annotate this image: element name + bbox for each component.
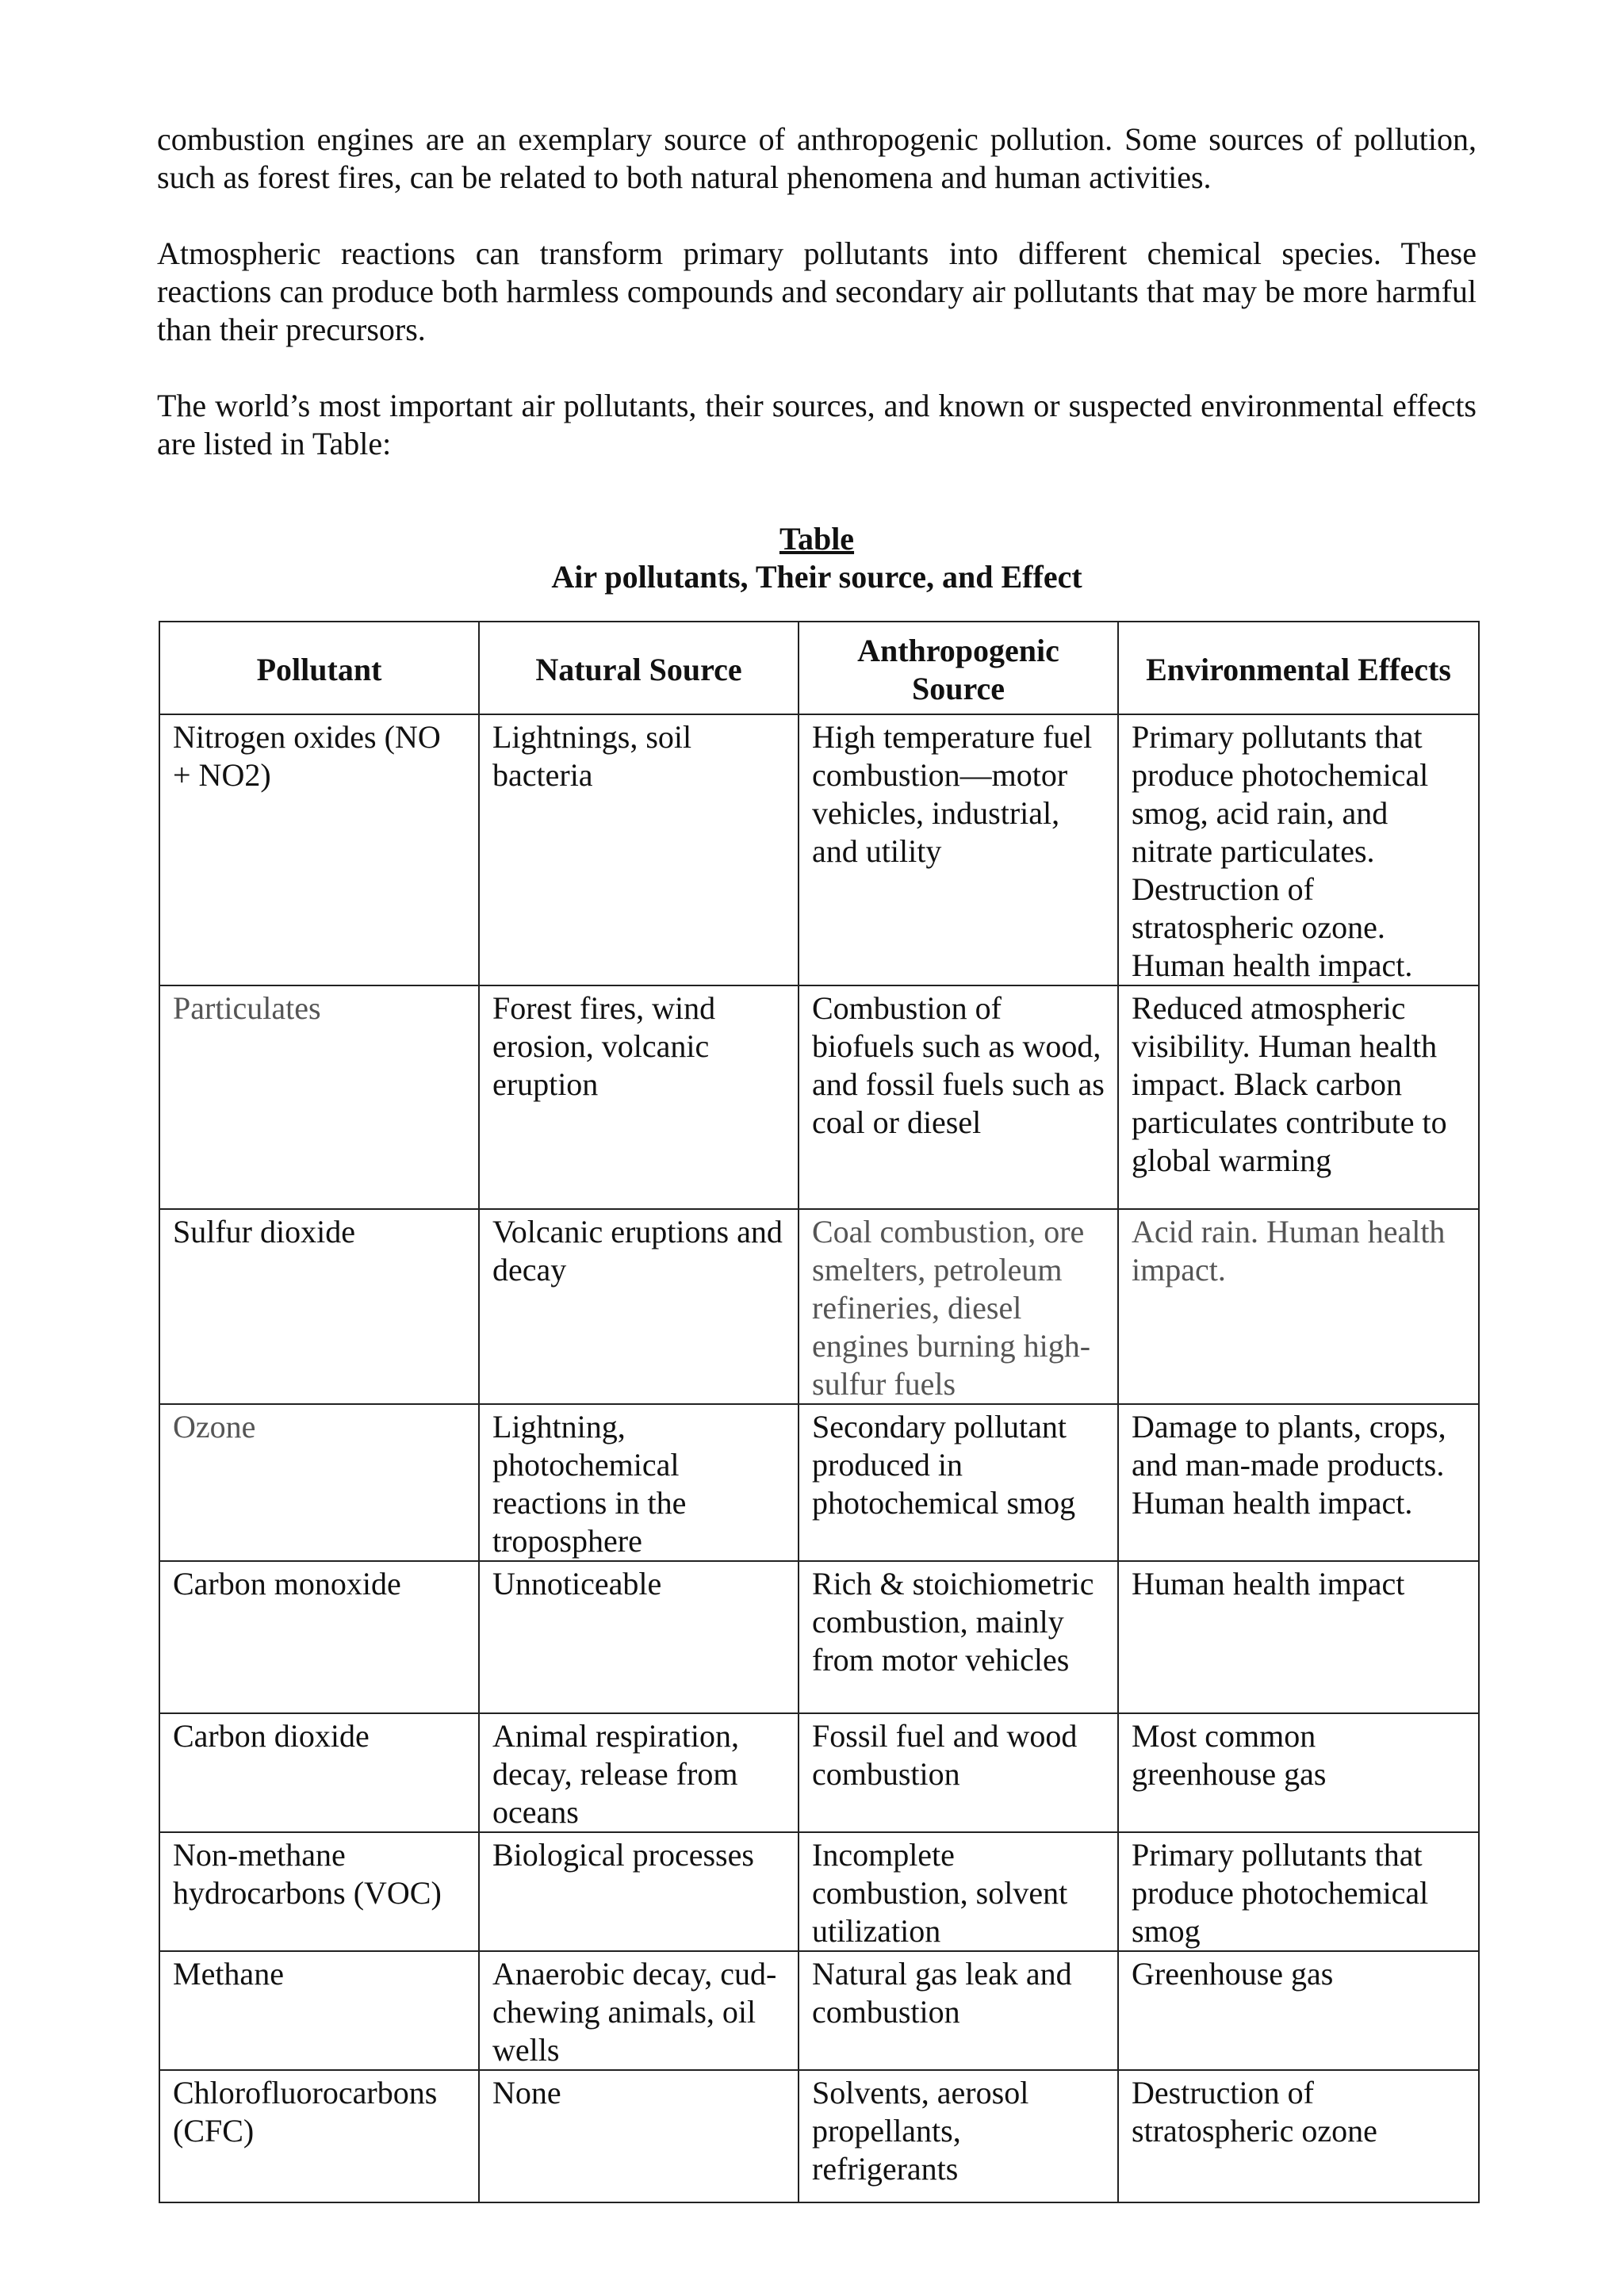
paragraph: The world’s most important air pollutants, their sources, and known or suspected environmental effects are listed in Table:	[157, 388, 1477, 461]
cell-natural-source: Animal respiration, decay, release from oceans	[479, 1713, 799, 1832]
cell-pollutant: Methane	[159, 1951, 479, 2070]
cell-environmental-effects: Reduced atmospheric visibility. Human health impact. Black carbon particulates contribute to global warming	[1118, 985, 1479, 1209]
cell-anthropogenic-source: Combustion of biofuels such as wood, and fossil fuels such as coal or diesel	[799, 985, 1118, 1209]
paragraph: combustion engines are an exemplary source of anthropogenic pollution. Some sources of pollution, such as forest fires, can be related to both natural phenomena and human activities.	[157, 121, 1477, 195]
table-row	[159, 2070, 1479, 2202]
cell-anthropogenic-source: Fossil fuel and wood combustion	[799, 1713, 1118, 1832]
cell-natural-source: Unnoticeable	[479, 1561, 799, 1713]
cell-pollutant: Non-methane hydrocarbons (VOC)	[159, 1832, 479, 1951]
paragraph: Atmospheric reactions can transform primary pollutants into different chemical species. These reactions can produce both harmless compounds and secondary air pollutants that may be more harmful than their precursors.	[157, 235, 1477, 347]
table-label: Table	[779, 521, 855, 557]
table-row	[159, 1209, 1479, 1404]
table-header-row	[159, 622, 1479, 714]
cell-environmental-effects: Acid rain. Human health impact.	[1118, 1209, 1479, 1404]
cell-natural-source: Forest fires, wind erosion, volcanic eruption	[479, 985, 799, 1209]
cell-anthropogenic-source: Solvents, aerosol propellants, refrigerants	[799, 2070, 1118, 2202]
cell-natural-source: None	[479, 2070, 799, 2202]
cell-environmental-effects: Human health impact	[1118, 1561, 1479, 1713]
cell-environmental-effects: Most common greenhouse gas	[1118, 1713, 1479, 1832]
cell-natural-source: Anaerobic decay, cud-chewing animals, oil wells	[479, 1951, 799, 2070]
cell-pollutant: Chlorofluorocarbons (CFC)	[159, 2070, 479, 2202]
cell-environmental-effects: Damage to plants, crops, and man-made products. Human health impact.	[1118, 1404, 1479, 1561]
header-pollutant: Pollutant	[159, 622, 479, 714]
document-body	[157, 121, 1477, 596]
cell-pollutant: Particulates	[159, 985, 479, 1209]
cell-natural-source: Lightning, photochemical reactions in the troposphere	[479, 1404, 799, 1561]
header-anthropogenic-source: Anthropogenic Source	[799, 622, 1118, 714]
table-row	[159, 985, 1479, 1209]
cell-pollutant: Ozone	[159, 1404, 479, 1561]
table-row	[159, 714, 1479, 985]
cell-anthropogenic-source: Secondary pollutant produced in photochemical smog	[799, 1404, 1118, 1561]
table-row	[159, 1832, 1479, 1951]
cell-pollutant: Nitrogen oxides (NO + NO2)	[159, 714, 479, 985]
table-title: Air pollutants, Their source, and Effect	[551, 559, 1082, 595]
cell-natural-source: Biological processes	[479, 1832, 799, 1951]
cell-environmental-effects: Primary pollutants that produce photochemical smog, acid rain, and nitrate particulates. Destruction of stratospheric ozone. Human health impact.	[1118, 714, 1479, 985]
cell-natural-source: Volcanic eruptions and decay	[479, 1209, 799, 1404]
cell-environmental-effects: Destruction of stratospheric ozone	[1118, 2070, 1479, 2202]
table-row	[159, 1404, 1479, 1561]
pollutants-table	[159, 621, 1480, 2203]
cell-pollutant: Carbon monoxide	[159, 1561, 479, 1713]
table-caption	[157, 520, 1477, 596]
header-environmental-effects: Environmental Effects	[1118, 622, 1479, 714]
cell-pollutant: Carbon dioxide	[159, 1713, 479, 1832]
cell-pollutant: Sulfur dioxide	[159, 1209, 479, 1404]
cell-anthropogenic-source: Rich & stoichiometric combustion, mainly from motor vehicles	[799, 1561, 1118, 1713]
cell-anthropogenic-source: Incomplete combustion, solvent utilization	[799, 1832, 1118, 1951]
header-natural-source: Natural Source	[479, 622, 799, 714]
cell-anthropogenic-source: Natural gas leak and combustion	[799, 1951, 1118, 2070]
cell-natural-source: Lightnings, soil bacteria	[479, 714, 799, 985]
cell-anthropogenic-source: High temperature fuel combustion—motor vehicles, industrial, and utility	[799, 714, 1118, 985]
table-row	[159, 1951, 1479, 2070]
cell-anthropogenic-source: Coal combustion, ore smelters, petroleum refineries, diesel engines burning high-sulfur fuels	[799, 1209, 1118, 1404]
table-row	[159, 1713, 1479, 1832]
cell-environmental-effects: Primary pollutants that produce photochemical smog	[1118, 1832, 1479, 1951]
cell-environmental-effects: Greenhouse gas	[1118, 1951, 1479, 2070]
table-row	[159, 1561, 1479, 1713]
